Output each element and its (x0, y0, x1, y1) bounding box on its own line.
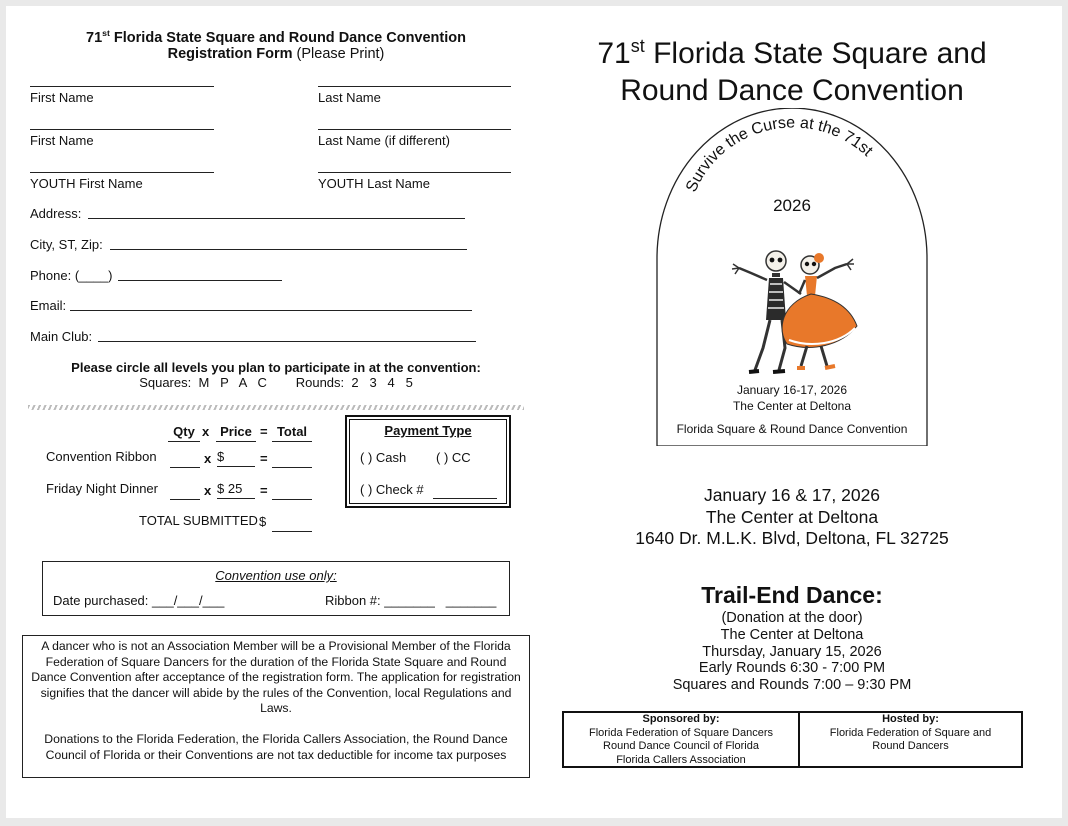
first-name-2-field[interactable] (30, 129, 214, 130)
arch-text: Survive the Curse at the 71st (683, 114, 876, 195)
trail-line: (Donation at the door) (721, 610, 863, 626)
ribbon-qty-field[interactable] (170, 467, 200, 468)
trail-line: Early Rounds 6:30 - 7:00 PM (698, 660, 886, 677)
hosted-cell (800, 713, 1021, 754)
first-name-1-field[interactable] (30, 86, 214, 87)
sponsored-cell (564, 713, 798, 767)
price-header: Price (216, 424, 256, 442)
levels-options[interactable]: Squares: M P A C Rounds: 2 3 4 5 (139, 375, 413, 390)
trail-end-details (554, 610, 1030, 694)
hosted-title: Hosted by: (882, 713, 939, 725)
ribbon-number: Ribbon #: _______ _______ (325, 593, 497, 608)
phone-field[interactable] (118, 280, 282, 281)
cover-title (554, 28, 1030, 109)
dinner-total-field[interactable] (272, 499, 312, 500)
levels-title: Please circle all levels you plan to participate in at the convention: (71, 360, 481, 375)
city-label: City, ST, Zip: (30, 237, 103, 252)
first-name-2-label: First Name (30, 133, 94, 148)
event-address: 1640 Dr. M.L.K. Blvd, Deltona, FL 32725 (635, 528, 949, 548)
event-info (554, 485, 1030, 550)
total-dollar: $ (259, 514, 267, 529)
dinner-price: $ 25 (217, 481, 255, 499)
check-number-field[interactable] (433, 498, 497, 499)
total-submitted-field[interactable] (272, 531, 312, 532)
first-name-1-label: First Name (30, 90, 94, 105)
brochure-page (6, 6, 1062, 818)
event-venue: The Center at Deltona (705, 506, 879, 527)
convention-use-title: Convention use only: (215, 568, 337, 583)
form-title: 71st Florida State Square and Round Dance Convention (86, 28, 466, 46)
youth-first-field[interactable] (30, 172, 214, 173)
x-header: x (202, 424, 210, 439)
phone-label: Phone: (____) (30, 268, 113, 283)
trail-line: Squares and Rounds 7:00 – 9:30 PM (672, 677, 912, 694)
check-option[interactable]: ( ) Check # (360, 482, 424, 497)
logo-venue: The Center at Deltona (732, 399, 852, 413)
total-submitted-label: TOTAL SUBMITTED (139, 513, 258, 528)
trail-line: The Center at Deltona (720, 626, 864, 643)
address-label: Address: (30, 206, 82, 221)
city-field[interactable] (110, 249, 467, 250)
logo-footer: Florida Square & Round Dance Convention (676, 422, 908, 436)
last-name-2-label: Last Name (if different) (318, 133, 450, 148)
disclaimer-box (22, 635, 530, 778)
address-field[interactable] (88, 218, 465, 219)
main-club-label: Main Club: (30, 329, 93, 344)
tax-note: Donations to the Florida Federation, the Florida Callers Association, the Round Dance Council of Florida or their Conventions are not tax deductible for income tax purposes (44, 731, 508, 762)
event-date: January 16 & 17, 2026 (703, 485, 881, 505)
ribbon-eq: = (260, 451, 268, 466)
cover-title-line2: Round Dance Convention (620, 74, 964, 107)
total-header: Total (272, 424, 312, 442)
last-name-1-label: Last Name (318, 90, 381, 105)
cash-option[interactable]: ( ) Cash (360, 450, 407, 465)
ribbon-x: x (204, 451, 212, 466)
eq-header: = (260, 424, 268, 439)
main-club-field[interactable] (98, 341, 476, 342)
sponsor-line: Round Dance Council of Florida (603, 740, 759, 753)
membership-note: A dancer who is not an Association Member will be a Provisional Member of the Florida Federation of Square Dancers for the duration of the Florida State Square and Round Dance Convention after acceptance of the registration form. The application for registration signifies that the dancer will abide by the rules of the Convention, local Regulations and Laws. (31, 639, 521, 716)
logo-dates: January 16-17, 2026 (736, 383, 848, 397)
trail-line: Thursday, January 15, 2026 (702, 643, 882, 660)
cover-title-line1: 71st Florida State Square and (597, 36, 987, 70)
last-name-2-field[interactable] (318, 129, 511, 130)
last-name-1-field[interactable] (318, 86, 511, 87)
dotted-separator (28, 405, 524, 410)
form-subtitle: Registration Form (Please Print) (167, 46, 385, 62)
cc-option[interactable]: ( ) CC (436, 450, 471, 465)
logo-year: 2026 (773, 196, 811, 215)
host-line: Florida Federation of Square and (829, 726, 992, 739)
email-field[interactable] (70, 310, 472, 311)
ribbon-price: $ (217, 449, 255, 467)
dinner-qty-field[interactable] (170, 499, 200, 500)
dinner-eq: = (260, 483, 268, 498)
ribbon-label: Convention Ribbon (46, 449, 157, 464)
ribbon-total-field[interactable] (272, 467, 312, 468)
sponsored-title: Sponsored by: (642, 713, 720, 725)
youth-first-label: YOUTH First Name (30, 176, 143, 191)
qty-header: Qty (168, 424, 200, 442)
dinner-x: x (204, 483, 212, 498)
youth-last-label: YOUTH Last Name (318, 176, 430, 191)
sponsor-line: Florida Federation of Square Dancers (588, 726, 774, 739)
skeleton-dancers-icon (732, 251, 857, 372)
payment-title: Payment Type (384, 423, 472, 438)
sponsor-table (562, 711, 1023, 768)
sponsor-line: Florida Callers Association (616, 753, 746, 766)
email-label: Email: (30, 298, 67, 313)
date-purchased: Date purchased: ___/___/___ (53, 593, 225, 608)
trail-end-title: Trail-End Dance: (701, 582, 883, 608)
host-line: Round Dancers (872, 740, 949, 753)
dinner-label: Friday Night Dinner (46, 481, 158, 496)
youth-last-field[interactable] (318, 172, 511, 173)
